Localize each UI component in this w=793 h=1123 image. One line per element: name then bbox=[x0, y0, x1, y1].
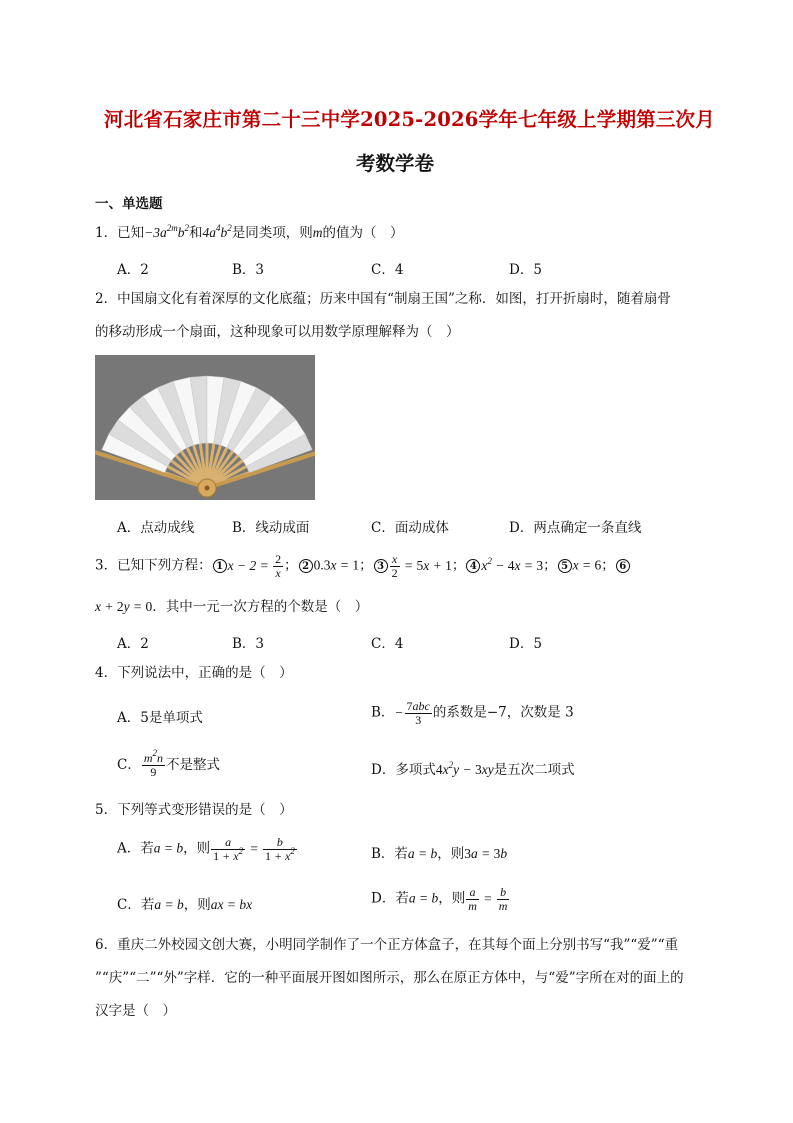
q5-c-then: ，则 bbox=[183, 897, 211, 913]
q5-option-a[interactable] bbox=[117, 836, 298, 863]
page-title-cont: 考数学卷 bbox=[356, 152, 435, 175]
q5-b-cond: a = b bbox=[407, 846, 438, 861]
q4-b-label: B． bbox=[371, 704, 395, 721]
q2-option-c[interactable]: C．面动成体 bbox=[371, 520, 449, 536]
q1-pre: 已知 bbox=[117, 225, 145, 241]
q6-text-line2: ”“庆”“二”“外”字样．它的一种平面展开图如图所示，那么在原正方体中，与“爱”字所在对的面上的 bbox=[95, 970, 684, 986]
q3-eq1: x − 2 = $\frac{2}{x}$ bbox=[227, 552, 282, 580]
q3-option-c[interactable]: C．4 bbox=[371, 636, 404, 652]
q3-eq5: x = 6 bbox=[572, 557, 602, 573]
q5-c-expr: ax = bx bbox=[210, 897, 253, 912]
q5-stem: 5．下列等式变形错误的是（ ） bbox=[95, 802, 293, 818]
q1-option-b[interactable]: B．3 bbox=[232, 262, 265, 278]
q3-pre: 已知下列方程： bbox=[117, 557, 212, 574]
q1-term2: $4a^4b^2$ bbox=[202, 223, 232, 240]
q6-text-line3: 汉字是（ ） bbox=[95, 1003, 176, 1019]
q1-option-a[interactable]: A．2 bbox=[117, 262, 149, 278]
circled-5-icon: 5 bbox=[558, 559, 572, 573]
circled-4-icon: 4 bbox=[466, 559, 480, 573]
q4-c-text: 不是整式 bbox=[166, 757, 221, 773]
q5-c-label: C．若 bbox=[117, 897, 155, 913]
q5-option-c[interactable] bbox=[117, 893, 252, 913]
folding-fan-image bbox=[95, 355, 315, 500]
q5-d-then: ，则 bbox=[438, 890, 466, 907]
q1-mid: 和 bbox=[188, 225, 203, 241]
circled-1-icon: 1 bbox=[213, 559, 227, 573]
q3-option-d[interactable]: D．5 bbox=[509, 636, 542, 652]
q4-b-expr: − $\frac{\text{7abc}}{3}$ bbox=[394, 699, 430, 727]
q1-number: 1． bbox=[95, 225, 118, 241]
q5-d-cond: a = b bbox=[408, 890, 439, 906]
q1-option-d[interactable]: D．5 bbox=[509, 262, 542, 278]
q3-eq2: 0.3x = 1 bbox=[313, 557, 360, 573]
q2-option-b[interactable]: B．线动成面 bbox=[232, 520, 310, 536]
q1-post: 是同类项，则 bbox=[231, 225, 313, 241]
q6-text-line1: 6．重庆二外校园文创大赛，小明同学制作了一个正方体盒子，在其每个面上分别书写“我”“爱”“重 bbox=[95, 937, 679, 953]
q4-option-a[interactable]: A．5是单项式 bbox=[117, 710, 203, 726]
q3-eq6: x + 2y = 0 bbox=[95, 599, 153, 614]
q1-tail: 的值为（ ） bbox=[322, 225, 404, 241]
question-3: 3．已知下列方程： 1 x − 2 = $\frac{2}{x}$ ； 2 0.3x = 1； 3 $\frac{x}{2}$ = 5x + 1； 4 $x^2 - 4x = 3$； 5 x = 6； 6 bbox=[95, 553, 631, 580]
q5-a-cond: a = b bbox=[153, 840, 184, 856]
q4-c-label: C． bbox=[117, 757, 141, 773]
q5-option-b[interactable] bbox=[371, 842, 507, 862]
question-1 bbox=[95, 223, 403, 243]
q1-term1: $-3a^{2m}b^2$ bbox=[144, 223, 189, 240]
q5-b-expr: 3a = 3b bbox=[464, 846, 508, 861]
q3-eq3: $\frac{x}{2}$ = 5x + 1 bbox=[391, 552, 452, 580]
q5-b-then: ，则 bbox=[437, 846, 465, 862]
q4-stem: 4．下列说法中，正确的是（ ） bbox=[95, 665, 293, 681]
q2-option-d[interactable]: D．两点确定一条直线 bbox=[509, 520, 642, 536]
q5-a-expr: $\frac{a}{1 + x^2}$ = $\frac{b}{1 + x^2}$ bbox=[213, 835, 295, 863]
q3-option-b[interactable]: B．3 bbox=[232, 636, 265, 652]
q4-option-c[interactable] bbox=[117, 748, 221, 779]
circled-6-icon: 6 bbox=[616, 559, 630, 573]
q4-c-expr: $\frac{m^2n}{9}$ bbox=[143, 748, 164, 779]
q5-d-label: D．若 bbox=[371, 890, 409, 907]
q1-option-c[interactable]: C．4 bbox=[371, 262, 404, 278]
q3-eq4: $x^2 - 4x = 3$ bbox=[481, 555, 544, 573]
q4-d-expr: $4x^2y - 3xy$ bbox=[435, 760, 494, 777]
q5-option-d[interactable] bbox=[371, 886, 510, 913]
q5-a-then: ，则 bbox=[183, 840, 211, 857]
q4-option-d[interactable] bbox=[371, 758, 575, 778]
q4-d-label: D．多项式 bbox=[371, 762, 436, 778]
q5-d-expr: $\frac{a}{m}$ = $\frac{b}{m}$ bbox=[468, 885, 508, 913]
q4-d-text: 是五次二项式 bbox=[493, 762, 575, 778]
page-title: 河北省石家庄市第二十三中学2025-2026学年七年级上学期第三次月 bbox=[104, 108, 715, 131]
q4-option-b[interactable] bbox=[371, 700, 574, 727]
q3-tail: ．其中一元一次方程的个数是（ ） bbox=[152, 599, 369, 615]
circled-2-icon: 2 bbox=[299, 559, 313, 573]
q3-option-a[interactable]: A．2 bbox=[117, 636, 149, 652]
circled-3-icon: 3 bbox=[374, 559, 388, 573]
q5-b-label: B．若 bbox=[371, 846, 408, 862]
q3-number: 3． bbox=[95, 557, 118, 574]
q1-var: m bbox=[312, 225, 323, 240]
q2-text-line2: 的移动形成一个扇面，这种现象可以用数学原理解释为（ ） bbox=[95, 324, 460, 340]
q4-b-text: 的系数是−7，次数是 3 bbox=[432, 704, 574, 721]
section-heading: 一、单选题 bbox=[95, 196, 163, 212]
q2-text-line1: 2．中国扇文化有着深厚的文化底蕴；历来中国有“制扇王国”之称．如图，打开折扇时，随着扇骨 bbox=[95, 291, 671, 307]
question-3-cont bbox=[95, 597, 368, 617]
q5-c-cond: a = b bbox=[154, 897, 184, 912]
q2-option-a[interactable]: A．点动成线 bbox=[117, 520, 195, 536]
q5-a-label: A．若 bbox=[117, 840, 154, 857]
